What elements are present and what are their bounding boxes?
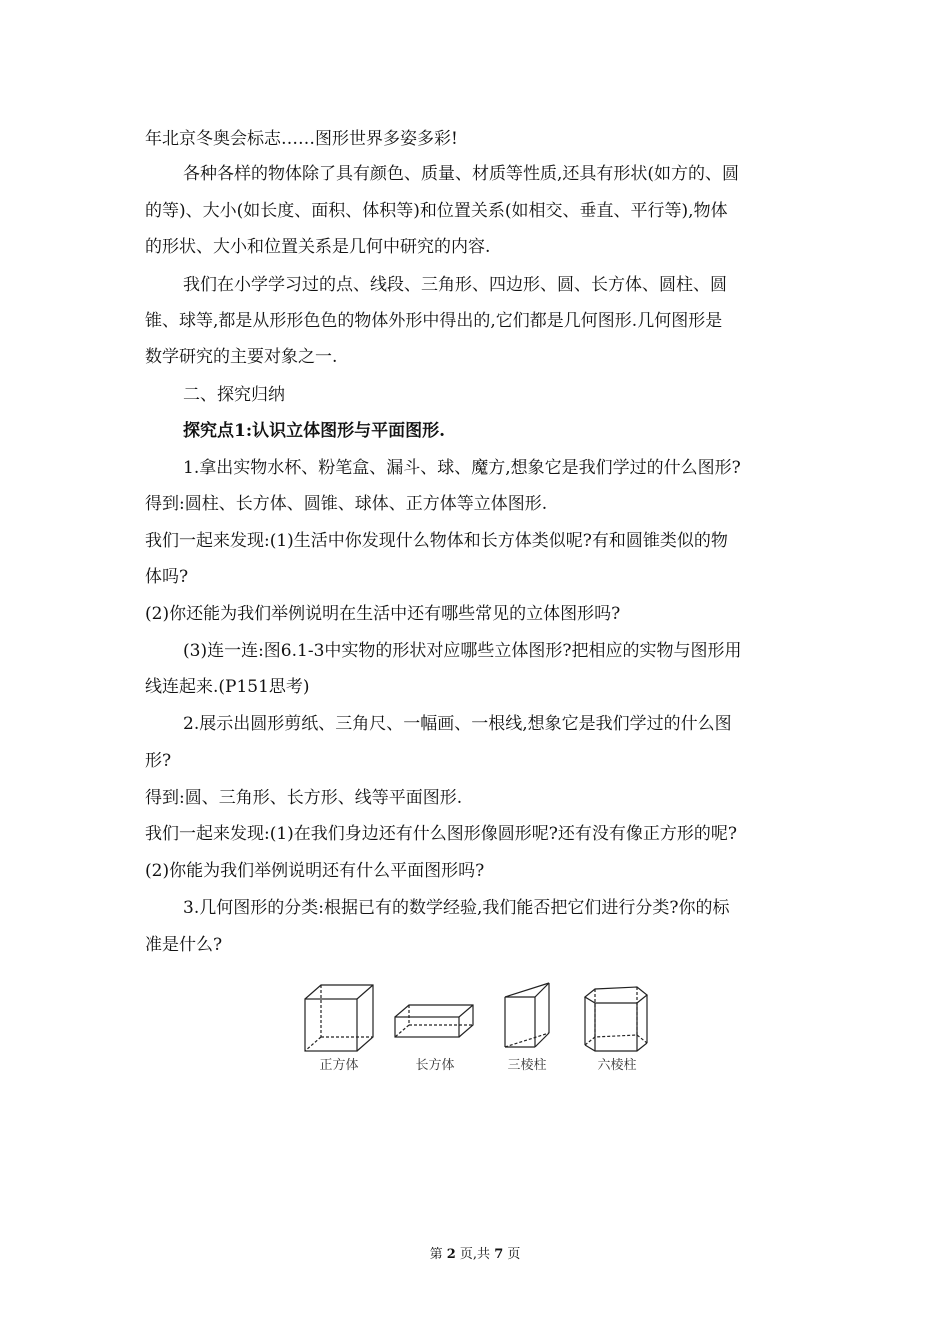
paragraph-line: 线连起来.(P151思考)	[145, 677, 310, 697]
paragraph-line: 我们在小学学习过的点、线段、三角形、四边形、圆、长方体、圆柱、圆	[183, 275, 727, 295]
footer-prefix: 第	[429, 1247, 443, 1262]
paragraph-line: 形?	[145, 751, 172, 771]
paragraph-line: 准是什么?	[145, 935, 223, 955]
prism-figure	[297, 975, 657, 1085]
paragraph-line: 体吗?	[145, 567, 189, 587]
triangular-prism-drawing	[505, 983, 549, 1047]
paragraph-line: 我们一起来发现:(1)生活中你发现什么物体和长方体类似呢?有和圆锥类似的物	[145, 531, 728, 551]
paragraph-line: 1.拿出实物水杯、粉笔盒、漏斗、球、魔方,想象它是我们学过的什么图形?	[183, 458, 741, 478]
cuboid-caption: 长方体	[415, 1058, 455, 1073]
subsection-heading: 探究点1:认识立体图形与平面图形.	[183, 421, 446, 441]
paragraph-line: 年北京冬奥会标志……图形世界多姿多彩!	[145, 129, 458, 149]
hexagonal-prism-drawing	[585, 987, 647, 1051]
paragraph-line: 3.几何图形的分类:根据已有的数学经验,我们能否把它们进行分类?你的标	[183, 898, 730, 918]
paragraph-line: (2)你还能为我们举例说明在生活中还有哪些常见的立体图形吗?	[145, 604, 621, 624]
footer-mid: 页,共	[459, 1247, 491, 1262]
footer-suffix: 页	[507, 1247, 521, 1262]
cuboid-drawing	[395, 1005, 473, 1037]
paragraph-line: 各种各样的物体除了具有颜色、质量、材质等性质,还具有形状(如方的、圆	[183, 164, 740, 184]
paragraph-line: 得到:圆、三角形、长方形、线等平面图形.	[145, 788, 463, 808]
footer-page-number: 2	[446, 1247, 456, 1262]
paragraph-line: 2.展示出圆形剪纸、三角尺、一幅画、一根线,想象它是我们学过的什么图	[183, 714, 732, 734]
paragraph-line: 得到:圆柱、长方体、圆锥、球体、正方体等立体图形.	[145, 494, 548, 514]
paragraph-line: 的等)、大小(如长度、面积、体积等)和位置关系(如相交、垂直、平行等),物体	[145, 201, 728, 221]
paragraph-line: 锥、球等,都是从形形色色的物体外形中得出的,它们都是几何图形.几何图形是	[145, 311, 723, 331]
section-heading: 二、探究归纳	[183, 385, 285, 405]
paragraph-line: (3)连一连:图6.1-3中实物的形状对应哪些立体图形?把相应的实物与图形用	[183, 641, 742, 661]
paragraph-line: 我们一起来发现:(1)在我们身边还有什么图形像圆形呢?还有没有像正方形的呢?	[145, 824, 738, 844]
cube-caption: 正方体	[319, 1058, 359, 1073]
page-footer	[0, 1246, 950, 1264]
paragraph-line: (2)你能为我们举例说明还有什么平面图形吗?	[145, 861, 485, 881]
triangular-prism-caption: 三棱柱	[507, 1058, 547, 1073]
paragraph-line: 数学研究的主要对象之一.	[145, 347, 338, 367]
footer-total-pages: 7	[494, 1247, 504, 1262]
hexagonal-prism-caption: 六棱柱	[597, 1058, 637, 1073]
cube-drawing	[305, 985, 373, 1051]
paragraph-line: 的形状、大小和位置关系是几何中研究的内容.	[145, 237, 491, 257]
prism-drawings	[297, 975, 657, 1055]
